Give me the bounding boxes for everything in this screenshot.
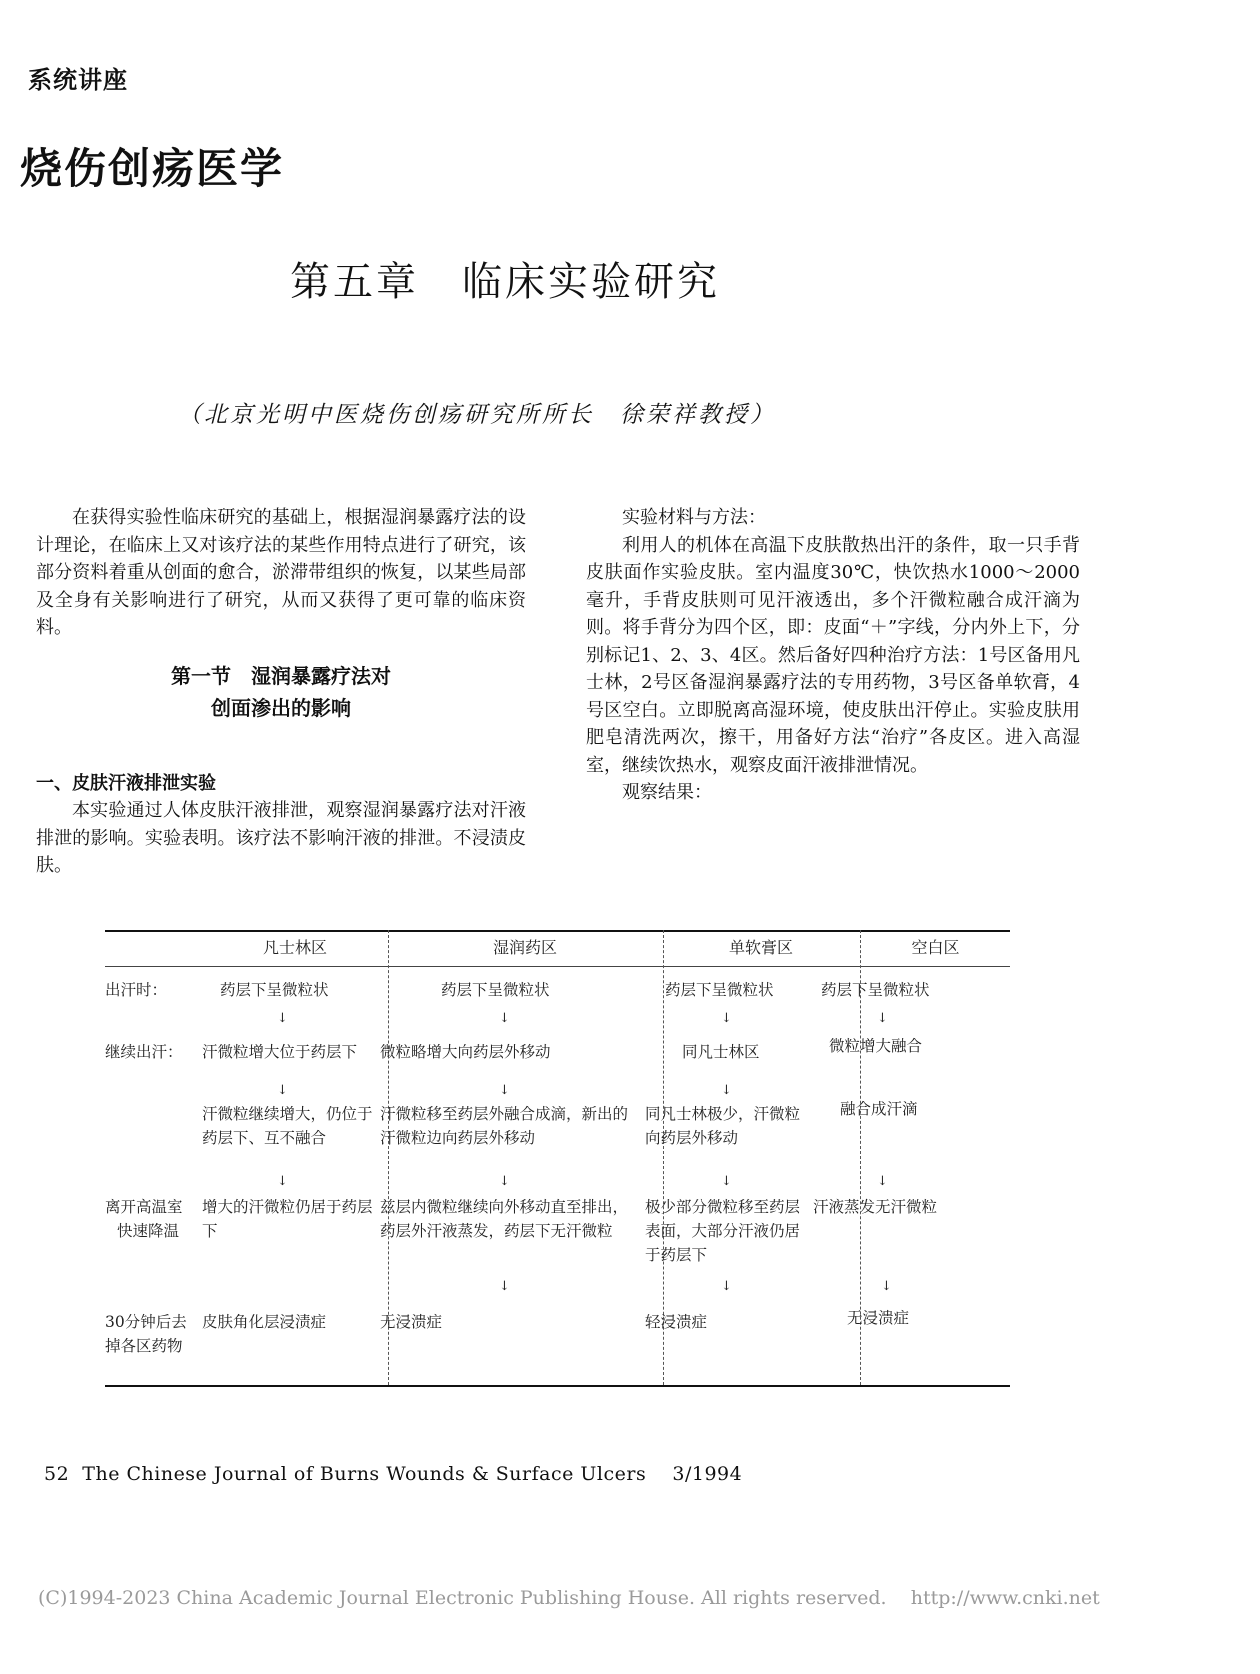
arrow-down-icon: ↓ xyxy=(277,1083,288,1098)
vaseline-step-5: 皮肤角化层浸渍症 xyxy=(202,1313,327,1331)
subsection-paragraph: 本实验通过人体皮肤汗液排泄，观察湿润暴露疗法对汗液排泄的影响。实验表明。该疗法不影响汗液的排泄。不浸渍皮肤。 xyxy=(36,800,526,876)
blank-step-3: 融合成汗滴 xyxy=(840,1100,918,1118)
arrow-down-icon: ↓ xyxy=(721,1011,732,1026)
copyright-text: (C)1994-2023 China Academic Journal Electronic Publishing House. All rights reserved. xyxy=(38,1587,887,1609)
ointment-step-3: 同凡士林极少，汗微粒向药层外移动 xyxy=(645,1105,801,1147)
blank-step-2: 微粒增大融合 xyxy=(829,1037,923,1055)
intro-paragraph: 在获得实验性临床研究的基础上，根据湿润暴露疗法的设计理论，在临床上又对该疗法的某些作用特点进行了研究，该部分资料着重从创面的愈合，淤滞带组织的恢复，以某些局部及全身有关影响进行了研究，从而又获得了更可靠的临床资料。 xyxy=(36,507,526,638)
arrow-down-icon: ↓ xyxy=(721,1279,732,1294)
arrow-down-icon: ↓ xyxy=(499,1174,510,1189)
arrow-down-icon: ↓ xyxy=(499,1011,510,1026)
section-title-line1: 第一节 湿润暴露疗法对 xyxy=(171,663,391,688)
section-title-line2: 创面渗出的影响 xyxy=(211,695,351,720)
journal-issue: 3/1994 xyxy=(672,1463,743,1485)
row-label-leave-1: 离开高温室 xyxy=(105,1198,183,1216)
moist-step-3: 汗微粒移至药层外融合成滴，新出的汗微粒边向药层外移动 xyxy=(380,1105,629,1147)
table-top-rule xyxy=(105,930,1010,932)
moist-step-4: 兹层内微粒继续向外移动直至排出，药层外汗液蒸发，药层下无汗微粒 xyxy=(380,1198,629,1240)
materials-paragraph: 利用人的机体在高温下皮肤散热出汗的条件，取一只手背皮肤面作实验皮肤。室内温度30℃，快饮热水1000～2000毫升，手背皮肤则可见汗液透出，多个汗微粒融合成汗滴为则。将手背分为四个区，即：皮面“＋”字线，分内外上下，分别标记1、2、3、4区。然后备好四种治疗方法：1号区备用凡士林，2号区备湿润暴露疗法的专用药物，3号区备单软膏，4号区空白。立即脱离高湿环境，使皮肤出汗停止。实验皮肤用肥皂清洗两次，擦干，用备好方法“治疗”各皮区。进入高湿室，继续饮热水，观察皮面汗液排泄情况。 xyxy=(586,534,1080,776)
arrow-down-icon: ↓ xyxy=(721,1083,732,1098)
arrow-down-icon: ↓ xyxy=(499,1083,510,1098)
arrow-down-icon: ↓ xyxy=(881,1279,892,1294)
copyright-url: http://www.cnki.net xyxy=(910,1587,1100,1609)
header-blank: 空白区 xyxy=(911,938,960,957)
header-ointment: 单软膏区 xyxy=(728,938,793,957)
ointment-step-1: 药层下呈微粒状 xyxy=(665,981,774,999)
row-label-leave-2: 快速降温 xyxy=(117,1222,180,1240)
ointment-step-5: 轻浸溃症 xyxy=(645,1313,708,1331)
table-bottom-rule xyxy=(105,1385,1010,1387)
row-label-after-1: 30分钟后去 xyxy=(105,1313,187,1331)
moist-step-2: 微粒略增大向药层外移动 xyxy=(380,1043,551,1061)
vaseline-step-3: 汗微粒继续增大，仍位于药层下、互不融合 xyxy=(202,1105,373,1147)
ointment-step-4: 极少部分微粒移至药层表面，大部分汗液仍居于药层下 xyxy=(645,1198,801,1264)
moist-step-1: 药层下呈微粒状 xyxy=(441,981,550,999)
results-table xyxy=(105,930,1010,1387)
series-label: 系统讲座 xyxy=(28,66,128,94)
row-label-continue: 继续出汗： xyxy=(105,1043,183,1061)
results-heading: 观察结果： xyxy=(622,782,712,803)
chapter-title: 第五章 临床实验研究 xyxy=(290,259,720,305)
copyright-notice xyxy=(38,1587,1100,1609)
arrow-down-icon: ↓ xyxy=(877,1174,888,1189)
blank-step-4: 汗液蒸发无汗微粒 xyxy=(813,1198,938,1216)
author-line: （北京光明中医烧伤创疡研究所所长 徐荣祥教授） xyxy=(178,402,776,428)
header-moist: 湿润药区 xyxy=(492,938,557,957)
subsection-title: 一、皮肤汗液排泄实验 xyxy=(36,772,216,794)
arrow-down-icon: ↓ xyxy=(877,1011,888,1026)
page-footer xyxy=(44,1463,742,1485)
blank-step-5: 无浸溃症 xyxy=(847,1309,910,1327)
arrow-down-icon: ↓ xyxy=(721,1174,732,1189)
moist-step-5: 无浸溃症 xyxy=(380,1313,443,1331)
header-vaseline: 凡士林区 xyxy=(262,938,327,957)
table-header-rule xyxy=(105,966,1010,967)
vaseline-step-1: 药层下呈微粒状 xyxy=(220,981,329,999)
arrow-down-icon: ↓ xyxy=(277,1174,288,1189)
left-column xyxy=(36,504,526,880)
arrow-down-icon: ↓ xyxy=(277,1011,288,1026)
blank-step-1: 药层下呈微粒状 xyxy=(821,981,930,999)
section-title xyxy=(36,660,526,724)
row-label-after-2: 掉各区药物 xyxy=(105,1337,183,1355)
page-number: 52 xyxy=(44,1463,70,1485)
journal-name: The Chinese Journal of Burns Wounds & Surface Ulcers xyxy=(82,1463,647,1485)
arrow-down-icon: ↓ xyxy=(499,1279,510,1294)
journal-section-title: 烧伤创疡医学 xyxy=(20,144,285,193)
vaseline-step-2: 汗微粒增大位于药层下 xyxy=(202,1043,358,1061)
vaseline-step-4: 增大的汗微粒仍居于药层下 xyxy=(202,1198,373,1240)
materials-heading: 实验材料与方法： xyxy=(622,507,766,528)
row-label-sweat-start: 出汗时： xyxy=(105,981,168,999)
ointment-step-2: 同凡士林区 xyxy=(682,1043,760,1061)
right-column xyxy=(586,504,1080,807)
